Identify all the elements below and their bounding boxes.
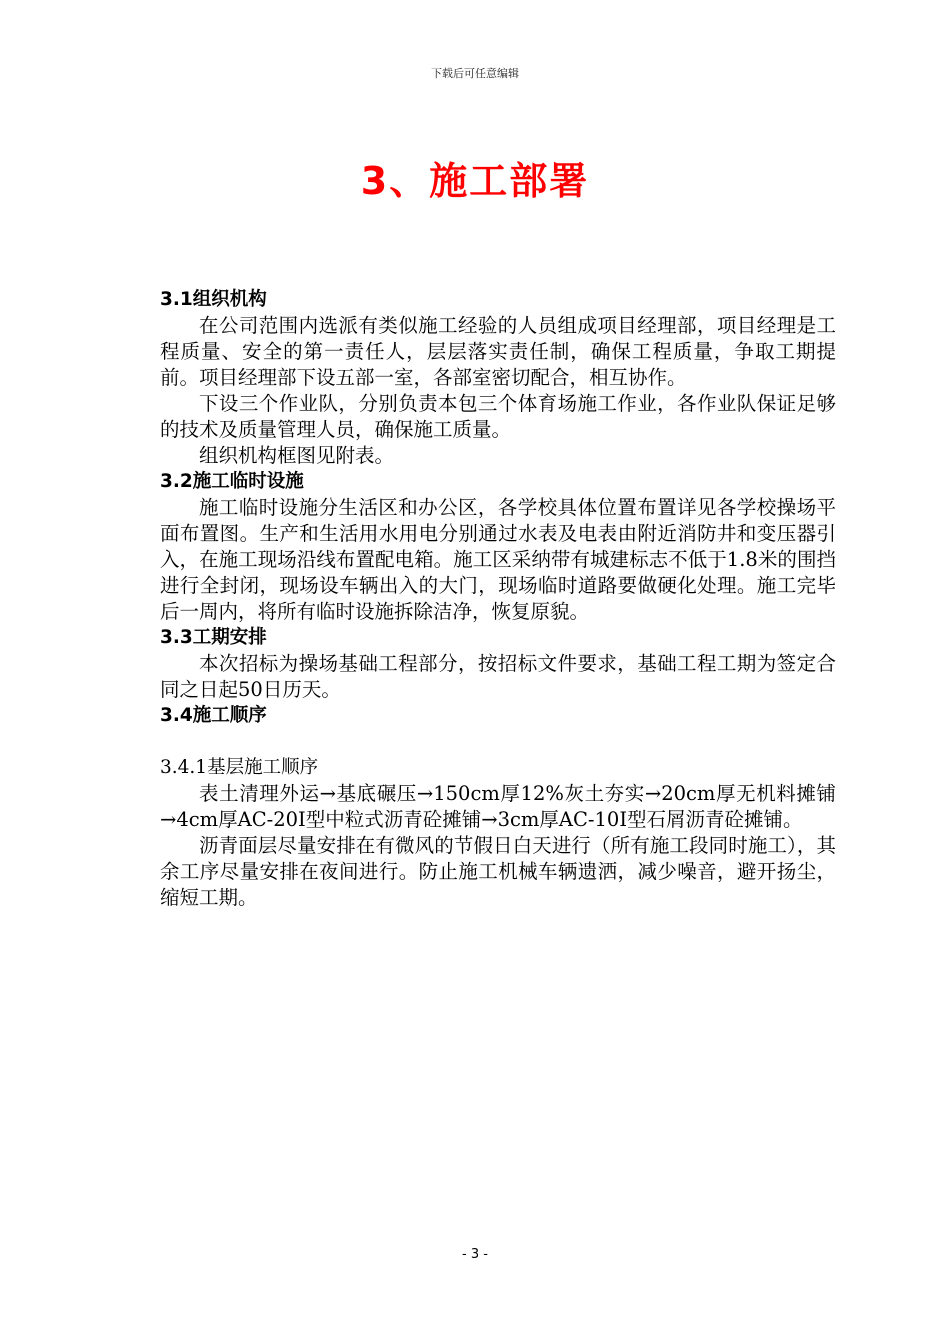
section-heading-3-1: 3.1组织机构 [160, 289, 267, 310]
paragraph: 施工临时设施分生活区和办公区，各学校具体位置布置详见各学校操场平面布置图。生产和生活用水用电分别通过水表及电表由附近消防井和变压器引入，在施工现场沿线布置配电箱。施工区采纳带有城建标志不低于1.8米的围挡进行全封闭，现场设车辆出入的大门，现场临时道路要做硬化处理。施工完毕后一周内，将所有临时设施拆除洁净，恢复原貌。 [160, 496, 836, 623]
chapter-title: 3、施工部署 [360, 159, 590, 203]
paragraph: 沥青面层尽量安排在有微风的节假日白天进行（所有施工段同时施工），其余工序尽量安排在夜间进行。防止施工机械车辆遗洒，减少噪音，避开扬尘，缩短工期。 [160, 834, 836, 909]
document-body [160, 287, 836, 911]
subsection-heading-3-4-1: 3.4.1基层施工顺序 [160, 757, 319, 778]
paragraph: 组织机构框图见附表。 [199, 444, 395, 467]
page-number: - 3 - [462, 1247, 488, 1262]
section-heading-3-3: 3.3工期安排 [160, 627, 267, 648]
section-heading-3-4: 3.4施工顺序 [160, 705, 267, 726]
paragraph: 在公司范围内选派有类似施工经验的人员组成项目经理部，项目经理是工程质量、安全的第一责任人，层层落实责任制，确保工程质量，争取工期提前。项目经理部下设五部一室，各部室密切配合，相互协作。 [160, 314, 836, 389]
paragraph: 本次招标为操场基础工程部分，按招标文件要求，基础工程工期为签定合同之日起50日历天。 [160, 652, 836, 701]
paragraph: 表土清理外运→基底碾压→150cm厚12%灰土夯实→20cm厚无机料摊铺→4cm厚AC-20I型中粒式沥青砼摊铺→3cm厚AC-10I型石屑沥青砼摊铺。 [160, 782, 836, 831]
section-heading-3-2: 3.2施工临时设施 [160, 471, 304, 492]
paragraph: 下设三个作业队，分别负责本包三个体育场施工作业，各作业队保证足够的技术及质量管理人员，确保施工质量。 [160, 392, 836, 441]
header-note: 下载后可任意编辑 [431, 67, 519, 80]
